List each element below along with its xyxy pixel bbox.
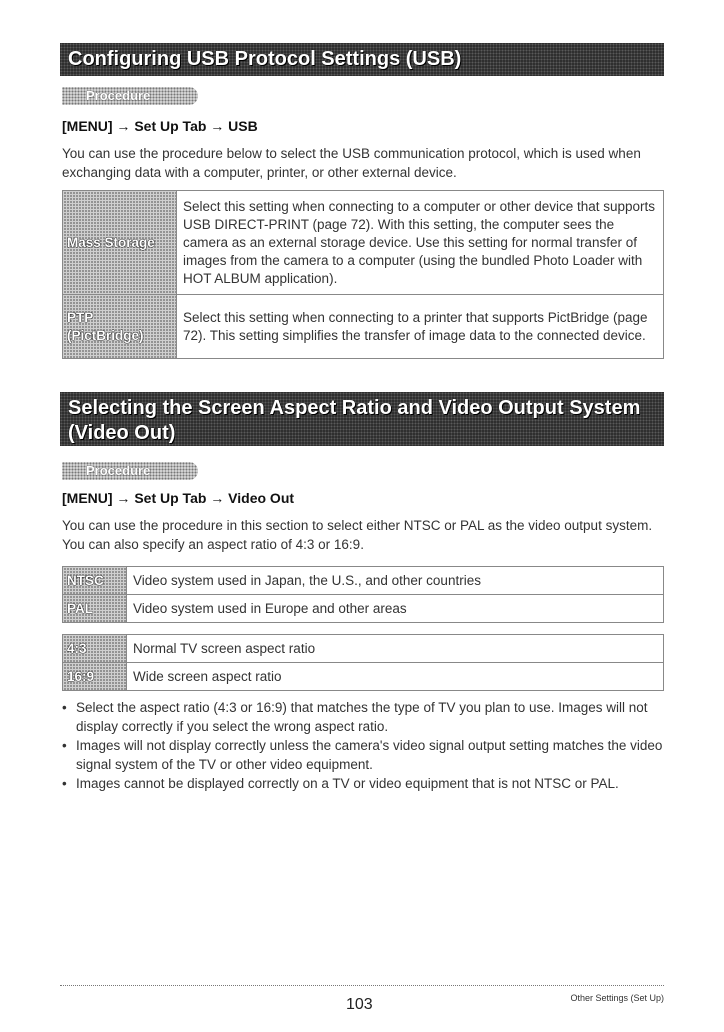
option-label: PTP (PictBridge) xyxy=(63,295,177,359)
table-row xyxy=(63,567,664,595)
option-description: Select this setting when connecting to a printer that supports PictBridge (page 72). This setting simplifies the transfer of image data to the connected device. xyxy=(177,295,664,359)
list-item: • Images will not display correctly unless the camera's video signal output setting matches the video signal system of the TV or other video equipment. xyxy=(62,736,664,774)
option-description: Select this setting when connecting to a computer or other device that supports USB DIRECT-PRINT (page 72). With this setting, the computer sees the camera as an external storage device. Use this setting for normal transfer of images from the camera to a computer (using the bundled Photo Loader with HOT ALBUM application). xyxy=(177,191,664,295)
section-title-usb xyxy=(60,43,664,76)
video-system-table xyxy=(62,566,664,623)
menu-path: [MENU] → Set Up Tab → Video Out xyxy=(62,490,295,506)
section-title-text: Selecting the Screen Aspect Ratio and Video Output System (Video Out) xyxy=(68,397,641,444)
aspect-ratio-table xyxy=(62,634,664,691)
procedure-badge xyxy=(62,462,198,480)
table-row xyxy=(63,191,664,295)
option-label: NTSC xyxy=(63,567,127,595)
table-row xyxy=(63,663,664,691)
option-description: Video system used in Europe and other areas xyxy=(127,595,664,623)
option-label: PAL xyxy=(63,595,127,623)
procedure-label: Procedure xyxy=(86,88,151,103)
table-row xyxy=(63,635,664,663)
menu-path: [MENU] → Set Up Tab → USB xyxy=(62,118,258,134)
option-description: Normal TV screen aspect ratio xyxy=(127,635,664,663)
section-title-video-out xyxy=(60,392,664,446)
option-label: Mass Storage xyxy=(63,191,177,295)
intro-paragraph: You can use the procedure in this section to select either NTSC or PAL as the video output system. You can also specify an aspect ratio of 4:3 or 16:9. xyxy=(62,518,653,552)
intro-paragraph: You can use the procedure below to select the USB communication protocol, which is used when exchanging data with a computer, printer, or other external device. xyxy=(62,146,641,180)
footer-divider xyxy=(60,985,664,986)
footer-section-name: Other Settings (Set Up) xyxy=(570,993,664,1003)
option-label: 16:9 xyxy=(63,663,127,691)
list-item: • Select the aspect ratio (4:3 or 16:9) that matches the type of TV you plan to use. Images will not display correctly if you select the wrong aspect ratio. xyxy=(62,698,664,736)
page-number: 103 xyxy=(346,996,373,1013)
table-row xyxy=(63,595,664,623)
usb-options-table xyxy=(62,190,664,359)
procedure-badge xyxy=(62,87,198,105)
list-item: • Images cannot be displayed correctly on a TV or video equipment that is not NTSC or PAL. xyxy=(62,774,664,793)
section-title-text: Configuring USB Protocol Settings (USB) xyxy=(68,48,462,70)
procedure-label: Procedure xyxy=(86,463,151,478)
notes-list xyxy=(62,698,664,793)
table-row xyxy=(63,295,664,359)
option-description: Wide screen aspect ratio xyxy=(127,663,664,691)
option-description: Video system used in Japan, the U.S., and other countries xyxy=(127,567,664,595)
option-label: 4:3 xyxy=(63,635,127,663)
